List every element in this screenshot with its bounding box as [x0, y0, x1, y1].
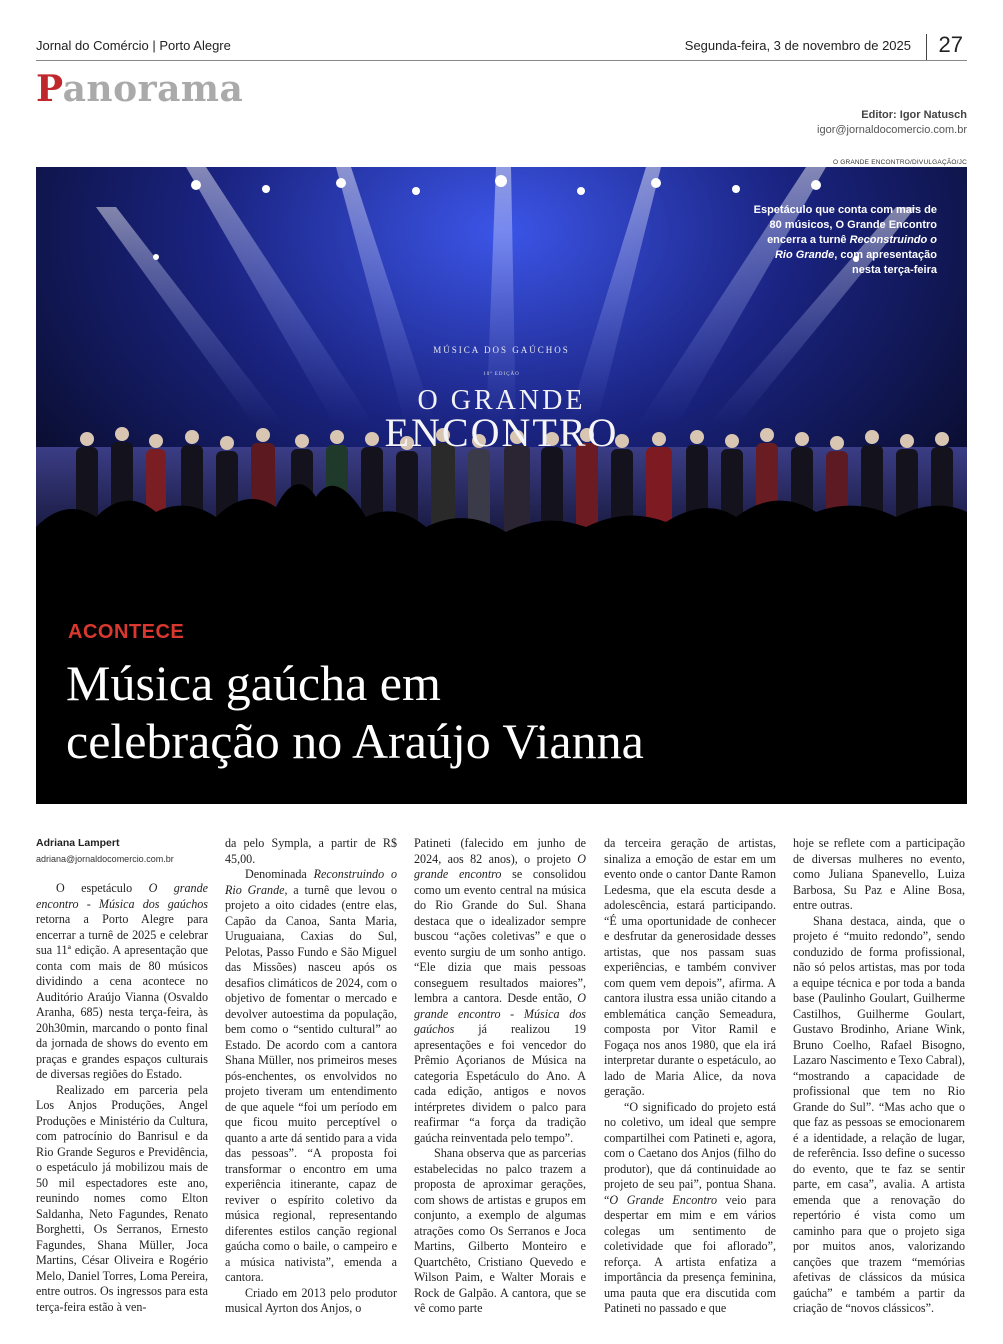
stage-banner-title-line1: O GRANDE — [417, 385, 586, 416]
concert-photo — [36, 167, 967, 804]
paragraph: Denominada Reconstruindo o Rio Grande, a turnê que levou o projeto a oito cidades (entre elas, Capão da Canoa, Santa Maria, Uruguaiana, Caxias do Sul, Pelotas, Passo Fundo e São Miguel das Missões) nasceu após os desafios climáticos de 2024, com o objetivo de fomentar o mercado e devolver autoestima da população, bem como o “sentido cultural” ao Estado. De acordo com a cantora Shana Müller, nos primeiros meses pós-enchentes, os envolvidos no projeto tiveram um entendimento de que aquele “foi um período em que ficou muito perceptível o quanto a arte dá sentido para a vida das pessoas”. “A proposta foi transformar o encontro em uma experiência itinerante, capaz de reviver o espírito coletivo da música regional, representando diferentes estilos canção regional gaúcha como o baile, o campeiro e a música nativista”, emenda a cantora. — [225, 867, 397, 1284]
paragraph: Realizado em parceria pela Los Anjos Produções, Angel Produções e Ministério da Cultura, com patrocínio do Banrisul e da Rio Grande Seguros e Previdência, o espetáculo já mobilizou mais de 50 mil espectadores este ano, reunindo nomes como Elton Saldanha, Neto Fagundes, Renato Borghetti, Os Serranos, Ernesto Fagundes, Shana Müller, Joca Martins, César Oliveira e Rogério Melo, Daniel Torres, Loma Pereira, entre outros. Os ingressos para esta terça-feira estão à ven- — [36, 1082, 208, 1314]
section-title-initial: P — [36, 68, 63, 110]
section-title — [36, 68, 243, 110]
article-column-2 — [225, 836, 397, 1317]
article-headline — [66, 654, 946, 770]
divider — [926, 34, 927, 60]
editor-email: igor@jornaldocomercio.com.br — [817, 124, 967, 136]
photo-caption — [747, 203, 937, 278]
paragraph: hoje se reflete com a participação de diversas mulheres no evento, como Juliana Spanevello, Luiza Barbosa, Su Paz e Aline Bosa, entre outras. — [793, 836, 965, 912]
headline-line: celebração no Araújo Vianna — [66, 713, 644, 769]
paragraph: da pelo Sympla, a partir de R$ 45,00. — [225, 836, 397, 866]
paragraph: Shana destaca, ainda, que o projeto é “muito redondo”, sendo conduzido de forma profissional, não só pelos artistas, mas por toda a equipe técnica e por toda a banda base (Paulinho Goulart, Guilherme Castilhos, Guilherme Goulart, Gustavo Brodinho, Ariane Wink, Bruno Coelho, Rafael Bisogno, Lazaro Nascimento e Texo Cabral), “mostrando a capacidade de profissional que tem no Rio Grande do Sul”. “Mas acho que o que faz as pessoas se emocionarem é a identidade, a relação de lugar, de referência. Isso define o sucesso do evento, que te faz se sentir parte, em casa”, avalia. A artista emenda que a renovação do repertório é vista como um caminho para que o projeto siga por muitos anos, valorizando canções que trazem “memórias afetivas de clássicos da música gaúcha” e também a partir da criação de “novos clássicos”. — [793, 913, 965, 1315]
paragraph: Patineti (falecido em junho de 2024, aos 82 anos), o projeto O grande encontro se consolidou como um evento central na música do Rio Grande do Sul. Shana destaca que o idealizador sempre buscou “ações coletivas” e que o evento surgiu de um sonho antigo. “Ele dizia que mais pessoas conseguem resultados maiores”, lembra a cantora. Desde então, O grande encontro - Música dos gaúchos já realizou 19 apresentações e foi vencedor do Prêmio Açorianos de Música na categoria Espetáculo do Ano. A cada edição, antigos e novos intérpretes dividem o palco para reafirmar “a força da tradição gaúcha reinventada pelo tempo”. — [414, 836, 586, 1145]
caption-text: Espetáculo que conta com mais de 80 músicos, O Grande Encontro encerra a turnê — [753, 204, 937, 246]
photo-credit: O GRANDE ENCONTRO/DIVULGAÇÃO/JC — [832, 159, 967, 166]
section-title-rest: anorama — [62, 68, 244, 110]
article-column-1 — [36, 836, 208, 1315]
divider — [36, 60, 967, 61]
editor-name: Editor: Igor Natusch — [861, 109, 967, 121]
article-kicker: ACONTECE — [68, 621, 185, 643]
page-number: 27 — [938, 32, 963, 57]
stage-banner-edition: 10ª EDIÇÃO — [483, 372, 520, 377]
article-column-4 — [604, 836, 776, 1317]
newspaper-name: Jornal do Comércio | Porto Alegre — [36, 38, 231, 53]
author-email: adriana@jornaldocomercio.com.br — [36, 853, 174, 864]
article-column-5 — [793, 836, 965, 1317]
caption-text-end: , com apresentação nesta terça-feira — [834, 249, 937, 276]
paragraph: Shana observa que as parcerias estabelecidas no palco trazem a proposta de aproximar gerações, com shows de artistas e grupos em conjunto, a exemplo de algumas atrações como Os Serranos e Joca Martins, Gilberto Monteiro e Quartchêto, Cristiano Quevedo e Wilson Paim, e Walter Morais e Rock de Galpão. A cantora, que se vê como parte — [414, 1146, 586, 1315]
article-column-3 — [414, 836, 586, 1317]
paragraph: Criado em 2013 pelo produtor musical Ayrton dos Anjos, o — [225, 1285, 397, 1315]
paragraph: O espetáculo O grande encontro - Música dos gaúchos retorna a Porto Alegre para encerrar a turnê de 2025 e celebrar sua 11ª edição. A apresentação que conta com mais de 80 músicos dividindo a cena acontece no Auditório Araújo Vianna (Osvaldo Aranha, 685) nesta terça-feira, às 20h30min, marcando o ponto final da jornada de shows do evento em praças e grandes espaços culturais de diversas regiões do Estado. — [36, 881, 208, 1081]
headline-line: Música gaúcha em — [66, 655, 441, 711]
stage-banner-title-line2: ENCONTRO — [384, 410, 619, 455]
issue-date: Segunda-feira, 3 de novembro de 2025 — [684, 38, 911, 53]
editor-info — [817, 108, 967, 138]
masthead-bar — [36, 34, 967, 62]
paragraph: “O significado do projeto está no coletivo, um ideal que sempre compartilhei com Patineti e, agora, com o Caetano dos Anjos (filho do produtor), que dá continuidade ao projeto de seu pai”, pontua Shana. “O Grande Encontro veio para despertar em mim e em vários colegas um sentimento de coletividade que foi aflorado”, reforça. A artista enfatiza a importância da presença feminina, uma pauta que era discutida com Patineti no passado e que — [604, 1099, 776, 1315]
author-name: Adriana Lampert — [36, 837, 120, 849]
paragraph: da terceira geração de artistas, sinaliza a emoção de estar em um evento onde o cantor Dante Ramon Ledesma, que ela escuta desde a adolescência, estará participando. “É uma oportunidade de conhecer e desfrutar da generosidade desses artistas, que nos passam suas experiências, e também conviver com quem vem depois”, afirma. A cantora ilustra essa união citando a emblemática canção Semeadura, composta por Vitor Ramil e Fogaça nos anos 1980, que ela irá interpretar durante o espetáculo, ao lado de Maria Alice, da nova geração. — [604, 836, 776, 1098]
caption-italic: Reconstruindo o Rio Grande — [774, 234, 937, 261]
stage-banner-subtitle: MÚSICA DOS GAÚCHOS — [433, 345, 570, 355]
